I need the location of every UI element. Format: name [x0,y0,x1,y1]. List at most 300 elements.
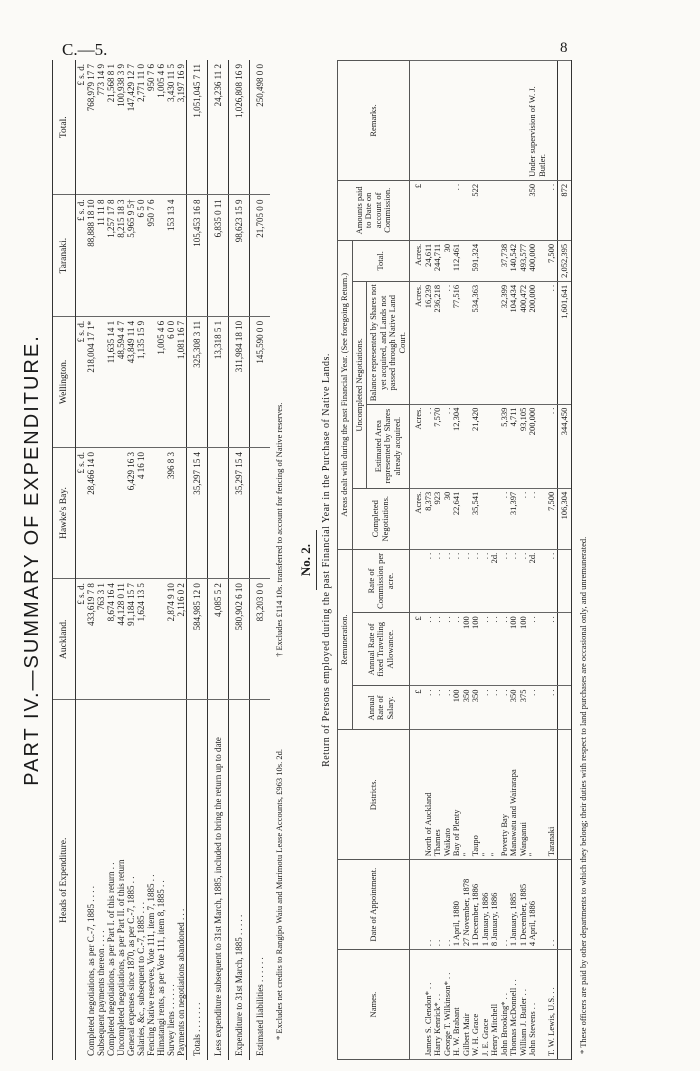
cell-balance: 236,218 [433,281,443,404]
cell-district: Waikato [443,730,453,860]
cell-total: 7,500 [547,240,557,281]
amount-cell: 6,429 16 3 [126,447,136,578]
amount-cell: 2,116 0 2 [176,579,187,700]
cell-completed: . . [500,488,510,549]
expenditure-row [166,60,176,1060]
amount-cell: 768,979 17 7 [86,60,96,195]
amount-cell: 1,257 17 8 [106,195,116,316]
return-footnote: * These officers are paid by other departments to which they belong; their duties with respect to land purchases are occasional only, and unremunerated. [578,536,588,1054]
amount-cell: 4,085 5 2 [208,579,229,700]
expenditure-row [136,60,146,1060]
col-remarks: Remarks. [338,61,410,181]
col-names: Names. [338,950,410,1060]
cell-date: . . [433,860,443,950]
cell-date: . . [443,860,453,950]
cell-comm: . . [452,549,462,612]
cell-travel: . . [500,613,510,686]
cell-remarks [471,61,481,181]
cell-district: Bay of Plenty [452,730,462,860]
cell-district: Manawatu and Wairarapa [509,730,519,860]
cell-estimated: 200,000 [528,404,547,488]
col-date: Date of Appointment. [338,860,410,950]
blank-cell [410,61,424,181]
amount-cell [96,447,106,578]
cell-district: Wanganui [519,730,529,860]
expenditure-row [176,60,187,1060]
amount-cell: 44,128 0 11 [116,579,126,700]
col-salary: Annual Rate of Salary. [352,686,410,730]
amount-cell: 5,965 9 5† [126,195,136,316]
rotated-page-content [15,60,675,1060]
total-balance: 1,601,641 [557,281,572,404]
cell-completed: . . [528,488,547,549]
amount-cell: 91,184 15 7 [126,579,136,700]
cell-total: 140,542 [509,240,519,281]
cell-district: Taupo [471,730,481,860]
cell-total: 37,738 [500,240,510,281]
row-label: Uncompleted negotiations, as per Part II. of this return [116,859,126,1056]
expenditure-row [106,60,116,1060]
units-row [76,60,87,1060]
amount-cell: 11,635 14 1 [106,316,116,447]
cell-completed: 7,500 [547,488,557,549]
totals-row [187,60,208,1060]
cell-amount [490,180,500,240]
row-label: Salaries, &c., subsequent to C.-7, 1885 . . . [136,902,146,1056]
amount-cell: 1,026,808 16 9 [229,60,250,195]
cell-travel: . . [452,613,462,686]
cell-amount [509,180,519,240]
return-table [337,60,572,1060]
amount-cell: 105,453 16 8 [187,195,208,316]
cell-comm: . . [424,549,434,612]
amount-cell: 218,004 17 1* [86,316,96,447]
cell-comm: . . [547,549,557,612]
amount-cell [176,195,187,316]
cell-total: 400,000 [528,240,547,281]
blank-cell [557,730,572,860]
cell-salary: 375 [519,686,529,730]
cell-amount: 522 [471,180,481,240]
cell-total: 112,461 [452,240,462,281]
cell-name: James S. Clendon* . . [424,950,434,1060]
cell-date: . . [547,860,557,950]
cell-balance: 16,239 [424,281,434,404]
cell-travel: . . [528,613,547,686]
cell-completed: 31,397 [509,488,519,549]
cell-salary: 100 [452,686,462,730]
cell-travel: 100 [471,613,481,686]
unit-cell: Acres. [410,488,424,549]
cell-name: Harry Kenrick* . . [433,950,443,1060]
cell-date: 1 January, 1885 [509,860,519,950]
person-row [424,61,434,1060]
amount-cell: 6 5 0 [136,195,146,316]
cell-remarks [452,61,462,181]
amount-cell: 88,888 18 10 [86,195,96,316]
amount-cell [156,579,166,700]
cell-name: T. W. Lewis, U.S. . . [547,950,557,1060]
amount-cell [156,447,166,578]
cell-name: W. H. Grace [471,950,481,1060]
cell-estimated: . . [547,404,557,488]
amount-cell [176,447,187,578]
blank-cell [76,700,87,1060]
row-label: Completed negotiations, as per C.-7, 1885 . . . . [86,886,96,1056]
cell-name: William J. Butler . . [519,950,529,1060]
row-label: Totals . . . . . . . [187,700,208,1060]
cell-name: John Stevens . . [528,950,547,1060]
row-label: Estimated liabilities . . . . . . [250,700,271,1060]
cell-remarks [433,61,443,181]
cell-comm: . . [500,549,510,612]
cell-estimated: 21,420 [471,404,481,488]
cell-comm: . . [519,549,529,612]
document-reference: C.—5. [62,40,108,59]
cell-date: 27 November, 1878 [462,860,472,950]
cell-amount: . . [547,180,557,240]
cell-estimated: 7,570 [433,404,443,488]
cell-comm: . . [443,549,453,612]
cell-comm: 2d. [490,549,500,612]
cell-date: 4 April, 1886 [528,860,547,950]
blank-cell [557,61,572,181]
cell-remarks [481,61,491,181]
cell-total: 493,577 [519,240,529,281]
total-total: 2,052,395 [557,240,572,281]
col-commission: Rate of Commission per acre. [352,549,410,612]
cell-completed: . . [519,488,529,549]
amount-cell: 325,308 3 11 [187,316,208,447]
cell-travel: 100 [509,613,519,686]
cell-estimated: 5,339 [500,404,510,488]
cell-salary: . . [443,686,453,730]
col-estimated: Estimated Area represented by Shares already acquired. [367,404,410,488]
unit-cell: Acres. [410,404,424,488]
amount-cell: 48,594 4 7 [116,316,126,447]
cell-salary: . . [481,686,491,730]
part4-title: PART IV.—SUMMARY OF EXPENDITURE. [21,334,43,786]
cell-salary: . . [528,686,547,730]
cell-district: " [481,730,491,860]
cell-estimated: 4,711 [509,404,519,488]
return-totals-row [557,61,572,1060]
cell-name: George T. Wilkinson* . . [443,950,453,1060]
amount-cell [146,579,156,700]
cell-amount: . . [452,180,462,240]
cell-estimated: 12,304 [452,404,462,488]
col-districts: Districts. [338,730,410,860]
amount-cell: 950 7 6 [146,60,156,195]
row-label: Fencing Native reserves, Vote 111, item 7, 1885 . . [146,874,156,1056]
amount-cell: 145,590 0 0 [250,316,271,447]
cell-date: 8 January, 1886 [490,860,500,950]
cell-salary: 350 [462,686,472,730]
cell-completed [481,488,491,549]
cell-comm: . . [462,549,472,612]
cell-salary: . . [490,686,500,730]
col-taranaki: Taranaki. [53,195,76,316]
blank-cell [557,860,572,950]
units-row [410,61,424,1060]
amount-cell: 100,938 3 9 [116,60,126,195]
heading-rule [316,530,317,590]
no2-title: Return of Persons employed during the past Financial Year in the Purchase of Native Lands. [321,353,332,767]
expenditure-body [76,60,271,1060]
cell-name: Thomas McDonnell . . [509,950,519,1060]
cell-comm: . . [471,549,481,612]
cell-balance [481,281,491,404]
unit-cell: Acres. [410,281,424,404]
cell-balance: . . [547,281,557,404]
amount-cell: 153 13 4 [166,195,176,316]
amount-cell: 1,005 4 6 [156,316,166,447]
amount-cell: 3,430 11 5 [166,60,176,195]
person-row [528,61,547,1060]
amount-cell: 763 3 1 [96,579,106,700]
amount-cell: 35,297 15 4 [187,447,208,578]
cell-balance: 400,472 [519,281,529,404]
cell-district: " [528,730,547,860]
cell-total: 24,611 [424,240,434,281]
amount-cell: 43,849 11 4 [126,316,136,447]
cell-district: " [462,730,472,860]
blank-cell [410,860,424,950]
amount-cell: 950 7 6 [146,195,156,316]
cell-amount [481,180,491,240]
cell-travel: . . [424,613,434,686]
cell-completed: 35,541 [471,488,481,549]
amount-cell: 2,771 11 0 [136,60,146,195]
cell-salary: 350 [471,686,481,730]
footnote-dagger: † Excludes £114 10s. transferred to account for fencing of Native reserves. [274,402,284,657]
col-hawkes-bay: Hawke's Bay. [53,447,76,578]
cell-name: John Brooking* . . [500,950,510,1060]
cell-total: 244,711 [433,240,443,281]
return-body [410,61,572,1060]
cell-remarks: Under supervision of W. J. Butler. [528,61,547,181]
amount-cell: 584,985 12 0 [187,579,208,700]
amount-cell [208,447,229,578]
cell-amount [500,180,510,240]
cell-salary: . . [547,686,557,730]
amount-cell: 3,197 16 9 [176,60,187,195]
total-estimated: 344,450 [557,404,572,488]
cell-district: Poverty Bay [500,730,510,860]
col-balance: Balance represented by Shares not yet acquired, and Lands not passed through Native Land Court. [367,281,410,404]
cell-completed: 22,641 [452,488,462,549]
amount-cell: 35,297 15 4 [229,447,250,578]
amount-cell: 2,874 9 10 [166,579,176,700]
amount-cell: 8,674 16 4 [106,579,116,700]
expenditure-row [126,60,136,1060]
cell-comm: . . [481,549,491,612]
amount-cell: 13,318 5 1 [208,316,229,447]
less-row [208,60,229,1060]
amount-cell: 147,429 12 7 [126,60,136,195]
cell-date: 1 December, 1885 [519,860,529,950]
row-label: Completed negotiations, as per Part I. of this return . . [106,862,116,1056]
cell-date: . . [500,860,510,950]
cell-comm: . . [433,549,443,612]
amount-cell [146,447,156,578]
col-amounts: Amounts paid to Date on account of Commission. [338,180,410,240]
person-row [490,61,500,1060]
cell-estimated: 93,105 [519,404,529,488]
amount-cell [96,316,106,447]
amount-cell: 6,835 0 11 [208,195,229,316]
cell-date: 1 April, 1880 [452,860,462,950]
amount-cell: 250,498 0 0 [250,60,271,195]
cell-district: Taranaki [547,730,557,860]
row-label: Survey liens . . . . . . [166,984,176,1056]
col-remuneration: Remuneration. [338,549,353,730]
col-total-acres: Total. [352,240,410,281]
blank-cell [557,950,572,1060]
cell-completed: 923 [433,488,443,549]
col-completed: Completed Negotiations. [352,488,410,549]
blank-cell [557,686,572,730]
cell-total [481,240,491,281]
cell-remarks [443,61,453,181]
cell-travel: . . [547,613,557,686]
cell-travel: . . [481,613,491,686]
cell-remarks [500,61,510,181]
cell-balance: 104,434 [509,281,519,404]
cell-salary: 350 [509,686,519,730]
row-label: Payments on negotiations abandoned . . . [176,908,186,1056]
amount-cell: 311,984 18 10 [229,316,250,447]
expenditure-row [156,60,166,1060]
cell-estimated: . . [443,404,453,488]
cell-amount: 350 [528,180,547,240]
unit-cell: £ [410,613,424,686]
expenditure-to-date-row [229,60,250,1060]
cell-balance: 77,516 [452,281,462,404]
amount-cell: 24,236 11 2 [208,60,229,195]
cell-remarks [490,61,500,181]
cell-balance: 534,363 [471,281,481,404]
amount-cell: 8,215 18 3 [116,195,126,316]
cell-travel: 100 [462,613,472,686]
total-completed: 106,304 [557,488,572,549]
amount-cell: 98,623 15 9 [229,195,250,316]
cell-completed: 30 [443,488,453,549]
cell-travel: . . [443,613,453,686]
cell-amount [424,180,434,240]
amount-cell [146,316,156,447]
cell-salary: . . [424,686,434,730]
cell-remarks [424,61,434,181]
amount-cell [250,447,271,578]
unit-cell: £ s. d. [76,579,87,700]
amount-cell: 1,624 13 5 [136,579,146,700]
page-number: 8 [560,40,568,56]
unit-cell: £ s. d. [76,447,87,578]
amount-cell: 396 8 3 [166,447,176,578]
amount-cell: 21,568 8 1 [106,60,116,195]
col-uncompleted: Uncompleted Negotiations. [352,281,367,488]
amount-cell: 83,203 0 0 [250,579,271,700]
amount-cell: 6 0 0 [166,316,176,447]
col-areas: Areas dealt with during the past Financial Year. (See foregoing Return.) [338,240,353,549]
cell-date: 1 December, 1886 [471,860,481,950]
cell-amount [433,180,443,240]
amount-cell: 433,619 7 8 [86,579,96,700]
blank-cell [557,613,572,686]
row-label: Less expenditure subsequent to 31st March, 1885, included to bring the return up to date [208,700,229,1060]
total-amount: 872 [557,180,572,240]
cell-date: . . [424,860,434,950]
cell-name: J. E. Grace [481,950,491,1060]
cell-district: North of Auckland [424,730,434,860]
cell-total: 30 [443,240,453,281]
cell-balance: 32,399 [500,281,510,404]
cell-completed: 8,373 [424,488,434,549]
col-heads: Heads of Expenditure. [53,700,76,1060]
unit-cell: £ s. d. [76,60,87,195]
cell-remarks [509,61,519,181]
amount-cell: 773 14 9 [96,60,106,195]
amount-cell: 580,902 6 10 [229,579,250,700]
unit-cell: £ s. d. [76,195,87,316]
unit-cell: £ [410,180,424,240]
col-wellington: Wellington. [53,316,76,447]
cell-balance: 200,000 [528,281,547,404]
cell-remarks [547,61,557,181]
amount-cell: 1,081 16 7 [176,316,187,447]
expenditure-row [86,60,96,1060]
cell-salary: . . [433,686,443,730]
cell-estimated: . . [424,404,434,488]
person-row [433,61,443,1060]
cell-district: " [490,730,500,860]
unit-cell: £ [410,686,424,730]
footnote-star: * Excludes net credits to Rangipo Waiu and Murimotu Lease Accounts, £963 10s. 2d. [274,749,284,1040]
cell-salary: . . [500,686,510,730]
liabilities-row [250,60,271,1060]
expenditure-row [116,60,126,1060]
amount-cell: 11 11 8 [96,195,106,316]
cell-district: Thames [433,730,443,860]
col-travelling: Annual Rate of fixed Travelling Allowance. [352,613,410,686]
expenditure-row [146,60,156,1060]
col-total: Total. [53,60,76,195]
cell-name: Henry Mitchell [490,950,500,1060]
amount-cell: 1,051,045 7 11 [187,60,208,195]
cell-travel: . . [433,613,443,686]
expenditure-table [52,60,270,1060]
cell-comm: . . [509,549,519,612]
expenditure-footnotes [274,60,284,1040]
amount-cell: 28,466 14 0 [86,447,96,578]
amount-cell: 1,135 15 9 [136,316,146,447]
cell-balance: . . [443,281,453,404]
amount-cell [156,195,166,316]
amount-cell [106,447,116,578]
blank-cell [410,549,424,612]
expenditure-row [96,60,106,1060]
cell-travel: 100 [519,613,529,686]
blank-cell [557,549,572,612]
cell-date: 1 January, 1886 [481,860,491,950]
person-row [547,61,557,1060]
cell-comm: 2d. [528,549,547,612]
amount-cell: 21,705 0 0 [250,195,271,316]
cell-total: 591,324 [471,240,481,281]
unit-cell: £ s. d. [76,316,87,447]
amount-cell: 4 16 10 [136,447,146,578]
